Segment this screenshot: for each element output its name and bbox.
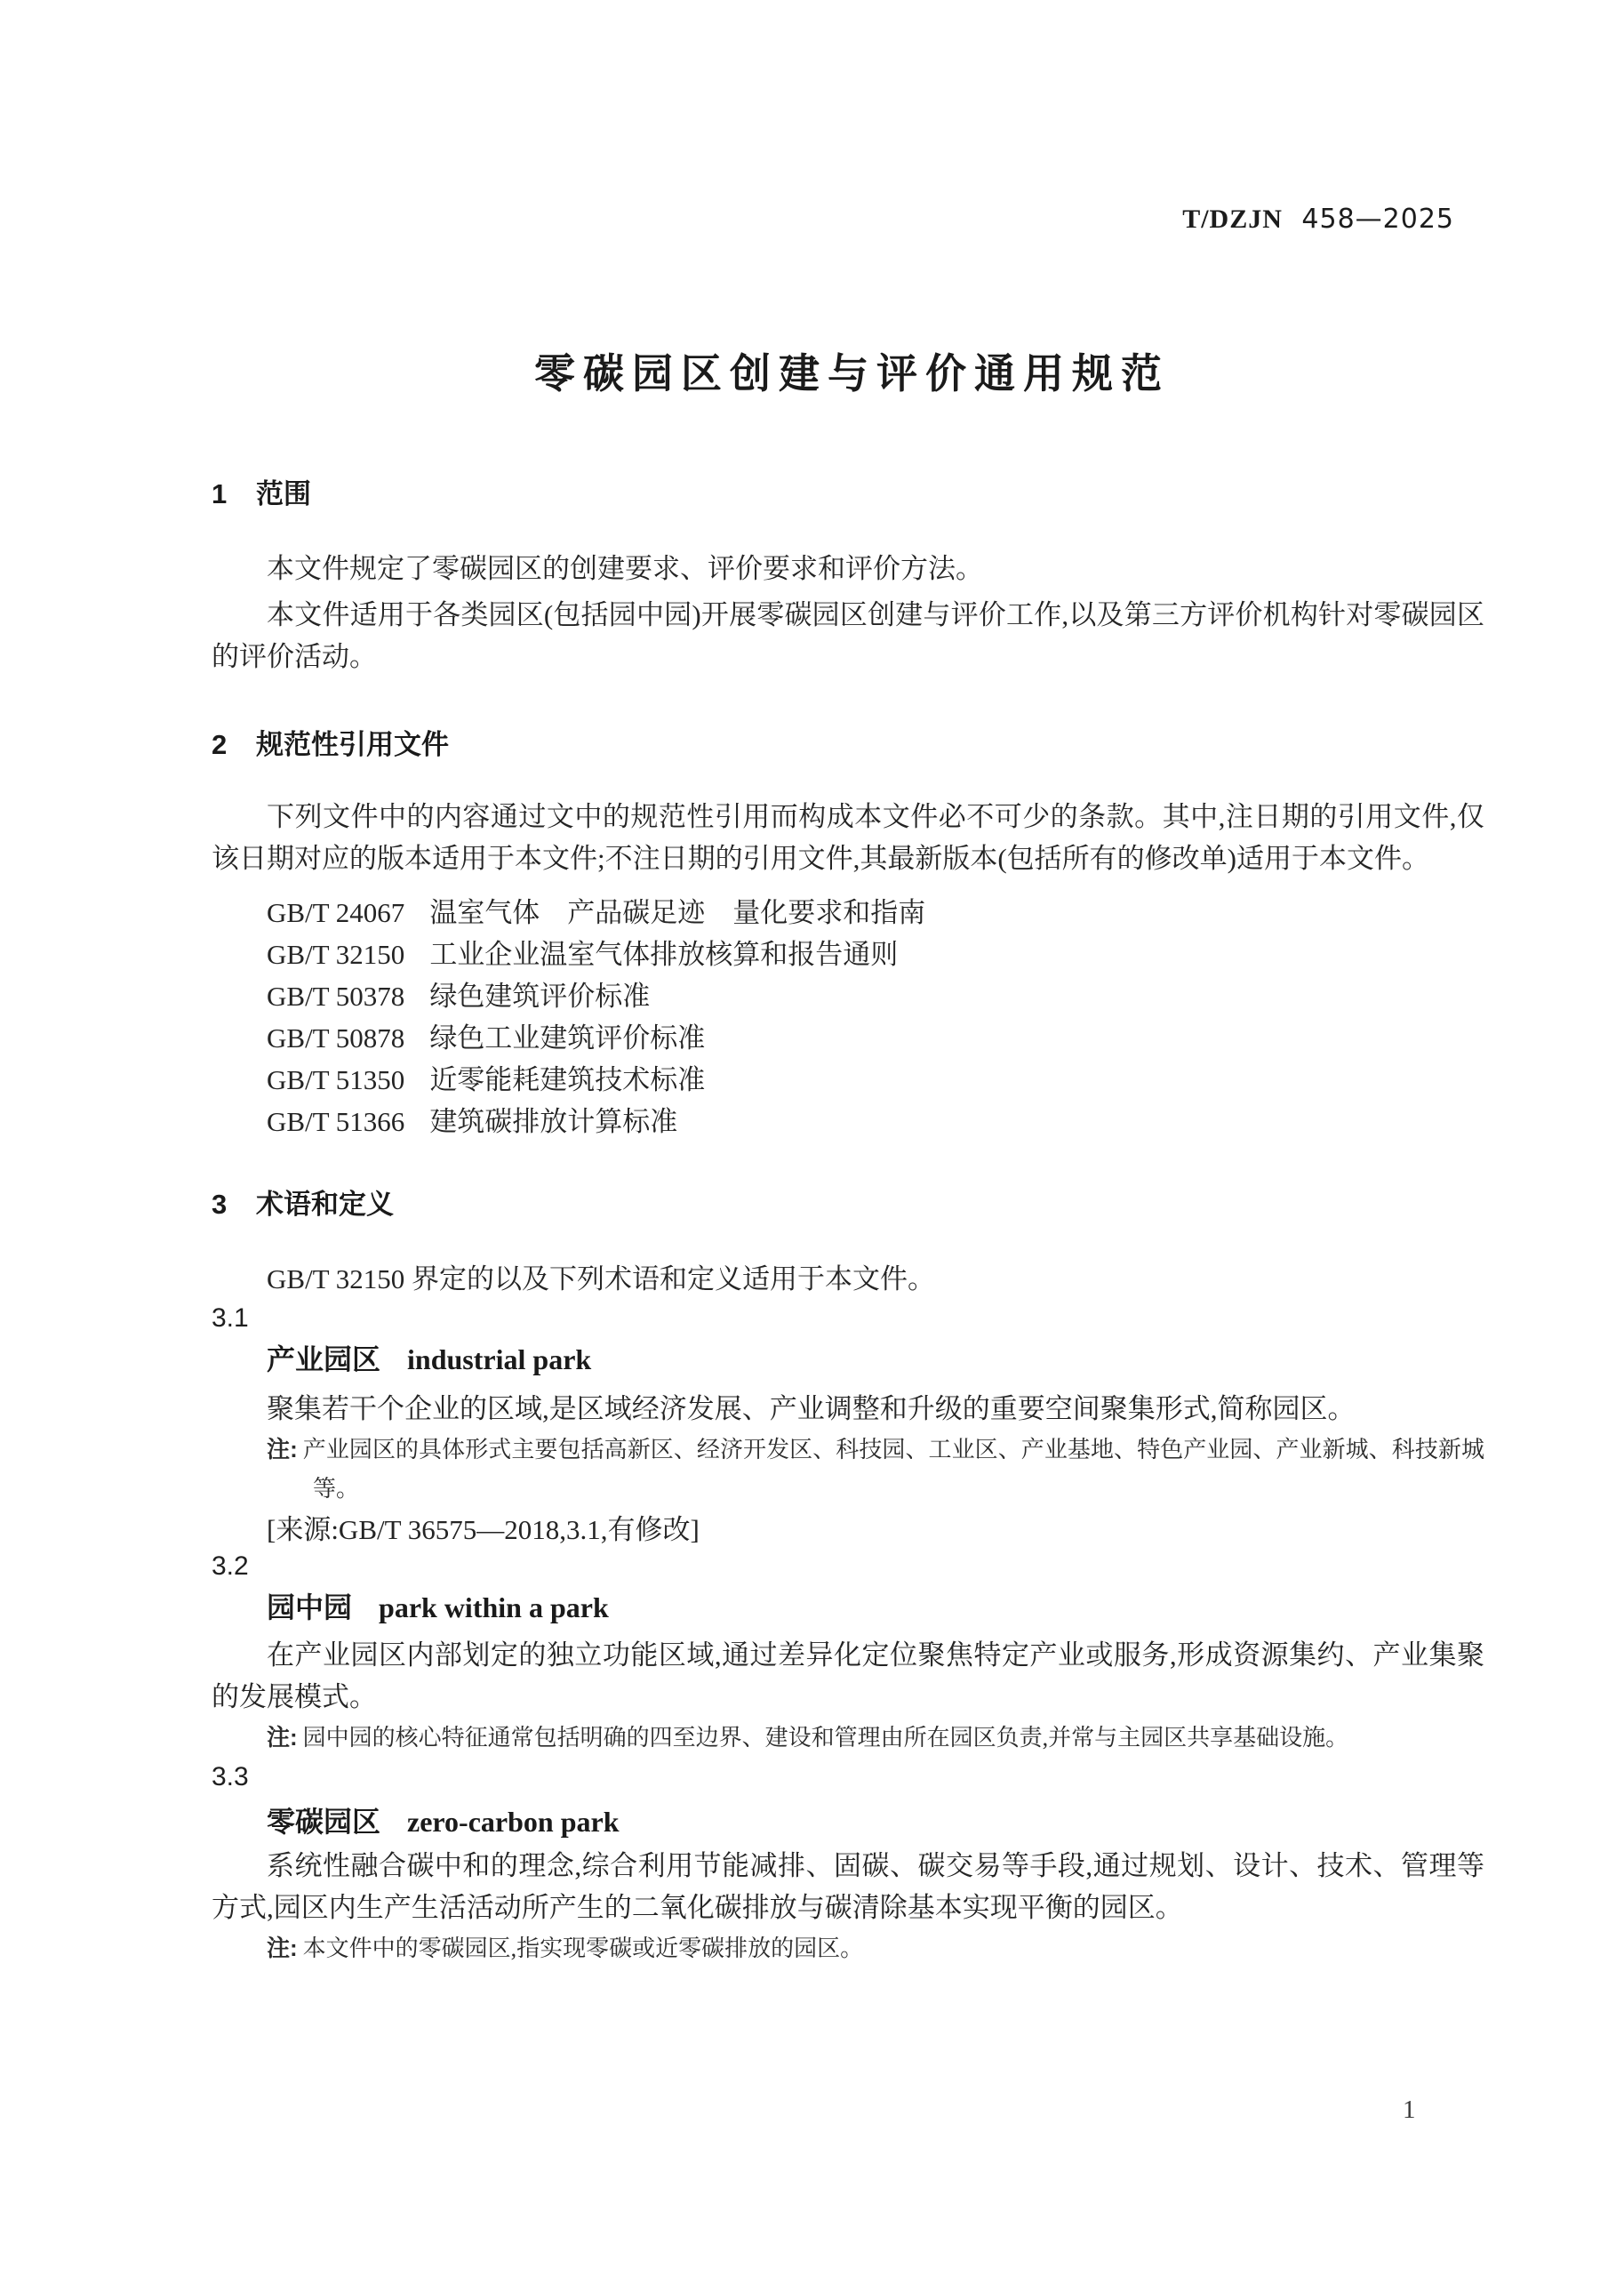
term-3-2-note — [212, 1718, 1484, 1758]
term-3-1-en: industrial park — [407, 1343, 592, 1375]
term-3-1-definition: 聚集若干个企业的区域,是区域经济发展、产业调整和升级的重要空间聚集形式,简称园区。 — [267, 1393, 1356, 1424]
reference-code: GB/T 24067 — [267, 897, 405, 928]
term-3-1-note — [212, 1430, 1484, 1509]
reference-title: 绿色建筑评价标准 — [429, 981, 651, 1012]
reference-title: 工业企业温室气体排放核算和报告通则 — [429, 939, 899, 970]
reference-title: 温室气体 产品碳足迹 量化要求和指南 — [429, 897, 926, 928]
doc-code-prefix: T/DZJN — [1182, 204, 1283, 234]
section-1-heading — [212, 477, 1484, 512]
normative-reference-list — [212, 892, 1484, 1142]
term-3-3-number: 3.3 — [212, 1762, 249, 1791]
reference-code: GB/T 32150 — [267, 939, 405, 970]
reference-row — [212, 934, 1484, 975]
section-1-title: 范围 — [256, 478, 311, 509]
note-text: 产业园区的具体形式主要包括高新区、经济开发区、科技园、工业区、产业基地、特色产业园、产业新城、科技新城等。 — [302, 1437, 1484, 1502]
section-3-number: 3 — [212, 1189, 228, 1220]
term-3-2-en: park within a park — [379, 1591, 609, 1623]
section-2-heading — [212, 727, 1484, 763]
note-label: 注: — [267, 1724, 298, 1751]
term-3-2-definition: 在产业园区内部划定的独立功能区域,通过差异化定位聚焦特定产业或服务,形成资源集约、产业集聚的发展模式。 — [212, 1639, 1484, 1712]
section-1-paragraph-1: 本文件规定了零碳园区的创建要求、评价要求和评价方法。 — [267, 553, 983, 584]
term-3-1-number: 3.1 — [212, 1303, 249, 1333]
term-3-2-number: 3.2 — [212, 1551, 249, 1581]
reference-row — [212, 975, 1484, 1017]
term-3-1-zh: 产业园区 — [267, 1343, 381, 1375]
section-1-paragraph-2: 本文件适用于各类园区(包括园中园)开展零碳园区创建与评价工作,以及第三方评价机构针对零碳园区的评价活动。 — [212, 599, 1484, 672]
document-content — [212, 0, 1484, 1968]
reference-code: GB/T 50878 — [267, 1022, 405, 1054]
doc-title: 零碳园区创建与评价通用规范 — [534, 350, 1170, 397]
reference-title: 绿色工业建筑评价标准 — [429, 1022, 706, 1054]
section-3-title: 术语和定义 — [256, 1189, 394, 1220]
reference-row — [212, 1059, 1484, 1101]
term-3-3-zh: 零碳园区 — [267, 1806, 381, 1838]
reference-title: 建筑碳排放计算标准 — [429, 1106, 678, 1137]
reference-code: GB/T 50378 — [267, 981, 405, 1012]
reference-row — [212, 892, 1484, 934]
note-label: 注: — [267, 1935, 298, 1961]
section-2-paragraph-1: 下列文件中的内容通过文中的规范性引用而构成本文件必不可少的条款。其中,注日期的引用文件,仅该日期对应的版本适用于本文件;不注日期的引用文件,其最新版本(包括所有的修改单)适用于本文件。 — [212, 801, 1484, 874]
term-3-3-definition: 系统性融合碳中和的理念,综合利用节能减排、固碳、碳交易等手段,通过规划、设计、技术、管理等方式,园区内生产生活活动所产生的二氧化碳排放与碳清除基本实现平衡的园区。 — [212, 1850, 1484, 1923]
note-text: 园中园的核心特征通常包括明确的四至边界、建设和管理由所在园区负责,并常与主园区共享基础设施。 — [302, 1725, 1349, 1751]
term-3-3-heading — [212, 1802, 1484, 1841]
section-3-heading — [212, 1187, 1484, 1222]
note-text: 本文件中的零碳园区,指实现零碳或近零碳排放的园区。 — [302, 1935, 864, 1961]
doc-code-number: 458—2025 — [1301, 204, 1454, 235]
term-3-3-en: zero-carbon park — [407, 1806, 620, 1838]
reference-title: 近零能耗建筑技术标准 — [429, 1064, 706, 1095]
note-label: 注: — [267, 1436, 298, 1463]
reference-code: GB/T 51366 — [267, 1106, 405, 1137]
term-3-2-heading — [212, 1588, 1484, 1627]
section-2-title: 规范性引用文件 — [256, 729, 449, 760]
reference-row — [212, 1017, 1484, 1059]
term-3-1-source: [来源:GB/T 36575—2018,3.1,有修改] — [267, 1514, 700, 1545]
term-3-3-note — [212, 1928, 1484, 1968]
section-3-intro: GB/T 32150 界定的以及下列术语和定义适用于本文件。 — [267, 1263, 936, 1294]
term-3-2-zh: 园中园 — [267, 1591, 353, 1623]
section-2-number: 2 — [212, 729, 228, 760]
term-3-1-heading — [212, 1340, 1484, 1379]
section-1-number: 1 — [212, 478, 228, 509]
reference-code: GB/T 51350 — [267, 1064, 405, 1095]
reference-row — [212, 1101, 1484, 1142]
page-number: 1 — [1403, 2096, 1416, 2124]
